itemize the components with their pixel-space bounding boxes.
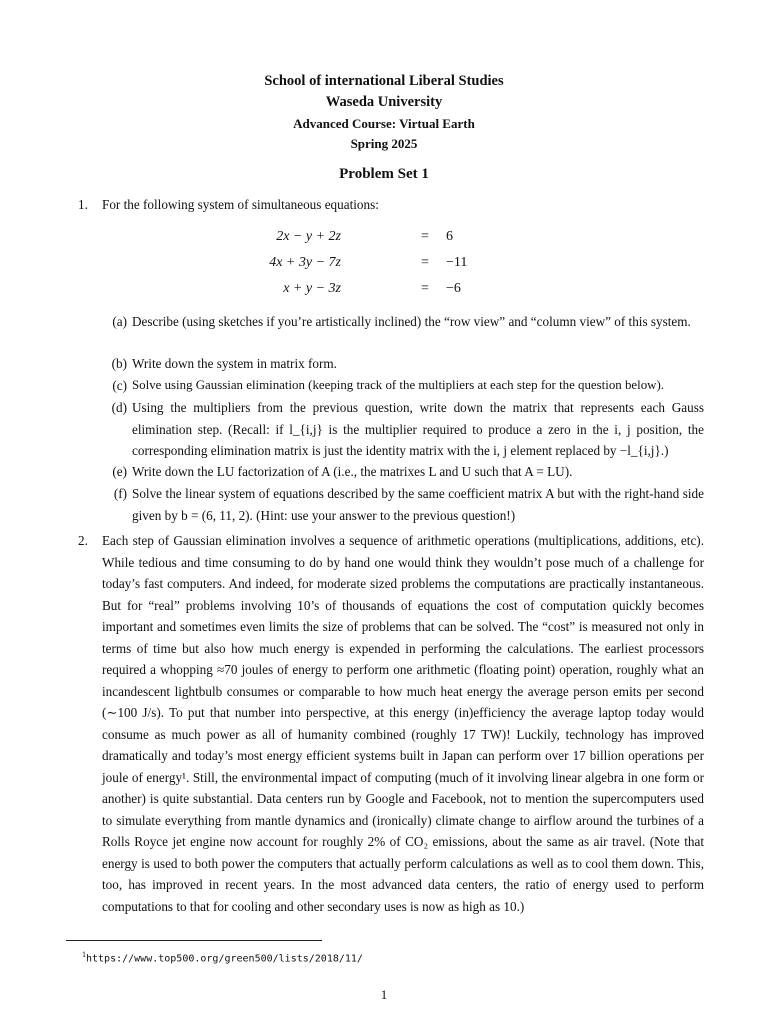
part-text: Write down the system in matrix form. bbox=[132, 356, 337, 371]
problem-part-c bbox=[108, 375, 718, 397]
problem-number: 2. bbox=[78, 533, 88, 548]
part-label: (b) bbox=[111, 356, 127, 371]
equation-lhs: x + y − 3z bbox=[283, 281, 341, 296]
footnote bbox=[82, 944, 363, 970]
equation-lhs: 4x + 3y − 7z bbox=[269, 255, 341, 270]
term: Spring 2025 bbox=[350, 136, 418, 151]
part-text: Describe (using sketches if you’re artistically inclined) the “row view” and “column view” of this system. bbox=[132, 314, 691, 329]
footnote-mark: 1 bbox=[82, 950, 86, 959]
part-text: Using the multipliers from the previous question, write down the matrix that represents each Gauss elimination step. (Recall: if l_{i,j} is the multiplier required to produce a zero in the i, j position, the corresponding elimination matrix is just the identity matrix with the i, j element replaced by −l_{i,j}.) bbox=[132, 400, 704, 458]
part-label: (f) bbox=[113, 486, 127, 501]
part-text: Solve the linear system of equations described by the same coefficient matrix A but with the right-hand side given by b = (6, 11, 2). (Hint: use your answer to the previous question!) bbox=[132, 486, 704, 523]
part-label: (e) bbox=[112, 464, 127, 479]
problem-text: For the following system of simultaneous equations: bbox=[102, 197, 379, 212]
problem-part-e bbox=[108, 461, 704, 483]
problem-1-intro bbox=[78, 194, 706, 216]
equation-rhs: −11 bbox=[446, 255, 468, 270]
problem-part-f bbox=[108, 483, 704, 526]
footnote-rule bbox=[66, 940, 322, 941]
course-name: Advanced Course: Virtual Earth bbox=[293, 116, 475, 131]
problem-part-b bbox=[108, 353, 704, 375]
equation-sign: = bbox=[421, 229, 429, 244]
page-title: Problem Set 1 bbox=[339, 166, 429, 182]
part-text: Write down the LU factorization of A (i.e., the matrixes L and U such that A = LU). bbox=[132, 464, 573, 479]
equation-row bbox=[0, 252, 768, 272]
footnote-link[interactable]: https://www.top500.org/green500/lists/2018/11/ bbox=[86, 953, 363, 965]
equation-rhs: 6 bbox=[446, 229, 453, 244]
page-number: 1 bbox=[380, 987, 388, 1002]
document-header bbox=[0, 70, 768, 154]
part-label: (d) bbox=[111, 400, 127, 415]
problem-part-d bbox=[108, 397, 704, 462]
equation-sign: = bbox=[421, 255, 429, 270]
school-name: School of international Liberal Studies bbox=[264, 73, 504, 89]
equation-row bbox=[0, 226, 768, 246]
part-label: (a) bbox=[112, 314, 127, 329]
part-text: Solve using Gaussian elimination (keeping track of the multipliers at each step for the question below). bbox=[132, 378, 664, 392]
problem-text: Each step of Gaussian elimination involves a sequence of arithmetic operations (multiplications, additions, etc). While tedious and time consuming to do by hand one would think they wouldn’t pose much of a challenge for today’s fast computers. And indeed, for moderate sized problems the computations are practically instantaneous. But for “real” problems involving 10’s of thousands of equations the cost of computation quickly becomes important and sometimes even limits the size of problems that can be solved. The “cost” is measured not only in terms of time but also how much energy is expended in performing the calculations. The earliest processors required a whopping ≈70 joules of energy to perform one arithmetic (floating point) operation, roughly what an incandescent lightbulb consumes or comparable to how much heat energy the average person emits per second (∼100 J/s). To put that number into perspective, at this energy (in)efficiency the average laptop today would consume as much power as all of humanity combined (roughly 17 TW)! Luckily, technology has improved dramatically and today’s most energy efficient systems built in Japan can perform over 17 billion operations per joule of energy¹. Still, the environmental impact of computing (much of it involving linear algebra in one form or another) is quite substantial. Data centers run by Google and Facebook, not to mention the supercomputers used to simulate everything from mantle dynamics and (ironically) climate change to airflow around the turbines of a Rolls Royce jet engine now account for roughly 2% of CO₂ emissions, about the same as air travel. (Note that energy is used to both power the computers that actually perform calculations as well as to cool them down. This, too, has improved in recent years. In the most advanced data centers, the ratio of energy used to perform computations to that for cooling and other secondary uses is now as high as 10.) bbox=[102, 533, 704, 914]
problem-number: 1. bbox=[78, 197, 88, 212]
equation-lhs: 2x − y + 2z bbox=[276, 229, 341, 244]
equation-row bbox=[0, 278, 768, 298]
equation-rhs: −6 bbox=[446, 281, 461, 296]
problem-2 bbox=[78, 530, 704, 917]
part-label: (c) bbox=[112, 378, 127, 393]
university-name: Waseda University bbox=[325, 94, 443, 110]
problem-part-a bbox=[108, 311, 704, 333]
equation-sign: = bbox=[421, 281, 429, 296]
